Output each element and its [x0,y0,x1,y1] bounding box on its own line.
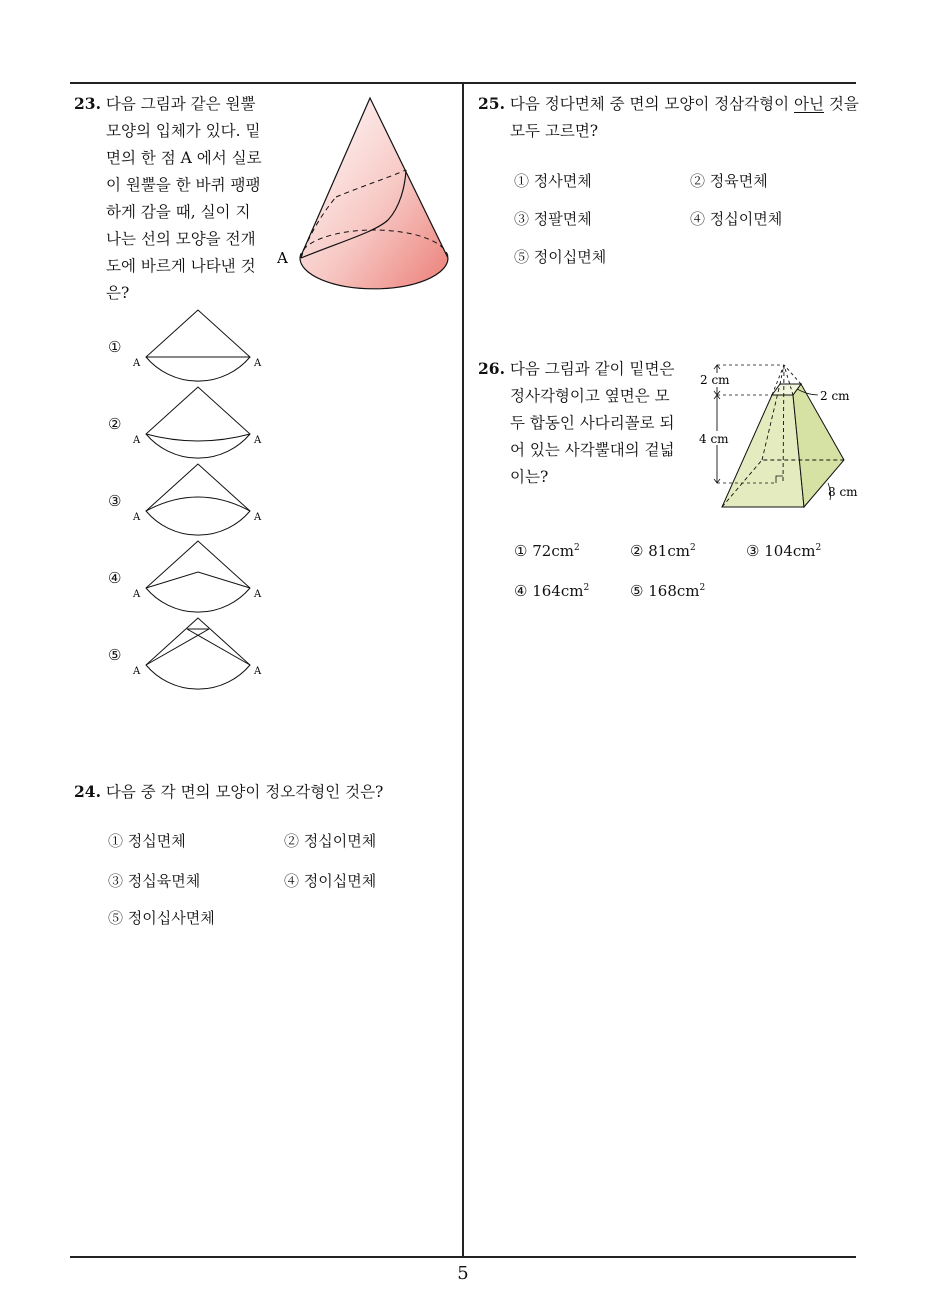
q23-option-2-mark: ② [108,415,122,433]
sector-label: A [254,666,262,677]
q26-choice-5: ⑤ $168cm^2$ [630,582,706,600]
page-number: 5 [457,1263,469,1284]
q25-line-2: 모두 고르면? [510,122,599,140]
label-height: 4 cm [699,432,729,446]
sector-label: A [254,358,262,369]
sector-label: A [133,358,141,369]
column-divider [462,82,464,1257]
q23-number: 23. [74,94,101,113]
q26-choice-1: ① $72cm^2$ [514,542,580,560]
q25-choice-5: ⑤ 정이십면체 [514,248,607,266]
sector-label: A [133,666,141,677]
q24-choice-2: ② 정십이면체 [284,832,377,850]
sector-label: A [254,512,262,523]
q26-line-3: 두 합동인 사다리꼴로 되 [510,414,675,432]
q23-option-3-mark: ③ [108,492,122,510]
q23-option-5-sector [130,613,270,703]
q25-choice-4: ④ 정십이면체 [690,210,783,228]
q23-line-7: 도에 바르게 나타낸 것 [106,257,256,275]
q23-option-4-mark: ④ [108,569,122,587]
q26-line-2: 정사각형이고 옆면은 모 [510,387,670,405]
q25-choice-3: ③ 정팔면체 [514,210,592,228]
q23-line-6: 나는 선의 모양을 전개 [106,230,256,248]
q26-line-4: 어 있는 사각뿔대의 겉넓 [510,441,675,459]
q23-line-8: 은? [106,284,130,302]
sector-label: A [133,435,141,446]
q23-line-3: 면의 한 점 A 에서 실로 [106,149,262,167]
frustum-front-face [722,395,804,507]
label-base-side: 8 cm [828,485,858,499]
q25-line-1: 25. 다음 정다면체 중 면의 모양이 정삼각형이 아닌 것을 [478,94,859,113]
bottom-rule [70,1256,856,1258]
q24-choice-3: ③ 정십육면체 [108,872,201,890]
q26-number: 26. [478,359,505,378]
sector-label: A [254,589,262,600]
question-23 [74,90,274,307]
question-25 [478,90,868,145]
cone-body [300,98,448,289]
q23-line-1: 23. 다음 그림과 같은 원뿔 [74,94,256,113]
q25-number: 25. [478,94,505,113]
question-24 [74,778,454,806]
q24-choice-1: ① 정십면체 [108,832,186,850]
q23-option-1-mark: ① [108,338,122,356]
q23-line-2: 모양의 입체가 있다. 밑 [106,122,261,140]
sector-label: A [133,589,141,600]
q23-option-5-mark: ⑤ [108,646,122,664]
label-top-height: 2 cm [700,373,730,387]
q24-choice-4: ④ 정이십면체 [284,872,377,890]
cone-point-label: A [277,249,288,267]
q26-choice-4: ④ $164cm^2$ [514,582,590,600]
question-26 [478,355,688,491]
q24-text: 다음 중 각 면의 모양이 정오각형인 것은? [105,783,384,801]
q24-choice-5: ⑤ 정이십사면체 [108,909,215,927]
q26-choice-3: ③ $104cm^2$ [746,542,822,560]
q26-line-5: 이는? [510,468,549,486]
sector-label: A [133,512,141,523]
q23-line-5: 하게 감을 때, 실이 지 [106,203,251,221]
q25-choice-2: ② 정육면체 [690,172,768,190]
q25-choice-1: ① 정사면체 [514,172,592,190]
q24-number: 24. [74,782,101,801]
q25-underlined-word: 아닌 [794,95,824,113]
sector-label: A [254,435,262,446]
q23-line-4: 이 원뿔을 한 바퀴 팽팽 [106,176,261,194]
label-top-side: 2 cm [820,389,850,403]
q26-choice-2: ② $81cm^2$ [630,542,696,560]
cone-figure [270,92,455,297]
q26-line-1: 26. 다음 그림과 같이 밑면은 [478,359,675,378]
frustum-figure [690,355,865,515]
